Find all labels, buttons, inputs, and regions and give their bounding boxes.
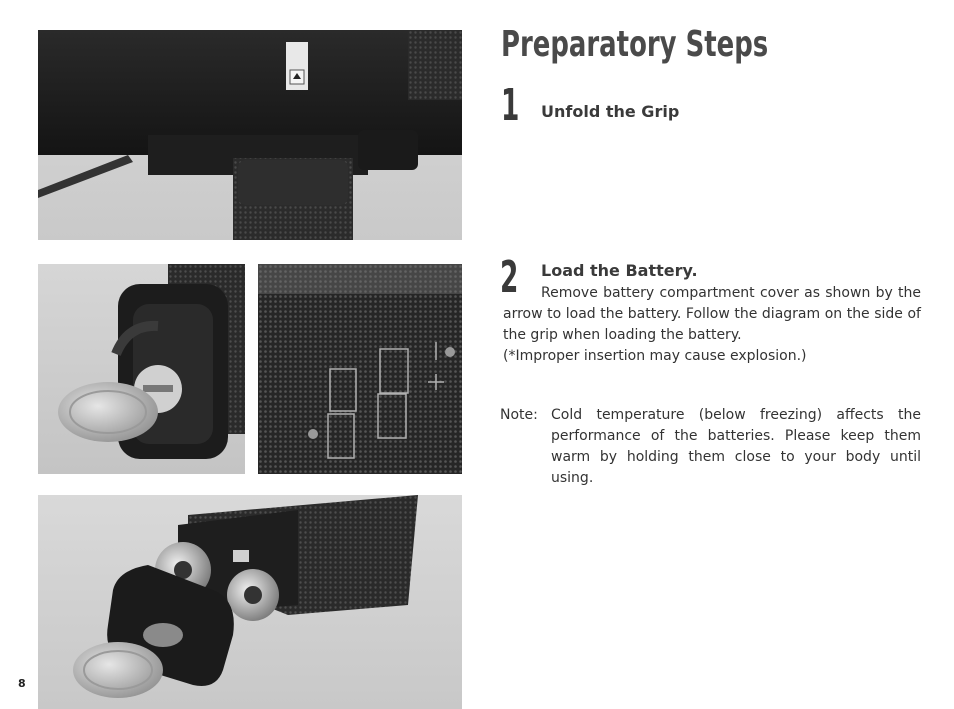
battery-polarity-diagram-photo (258, 264, 462, 474)
step-2-number: 2 (500, 252, 519, 303)
camera-grip-photo (38, 30, 462, 240)
step-1-number: 1 (501, 80, 520, 131)
coin-opening-cover-photo (38, 264, 245, 474)
note-label: Note: (500, 407, 538, 423)
page-number: 8 (18, 677, 26, 690)
page-title: Preparatory Steps (501, 24, 769, 65)
battery-compartment-open-photo (38, 495, 462, 709)
step-2-body: Remove battery compartment cover as shown by the arrow to load the battery. Follow the diagram on the side of the grip when loading the battery. (503, 285, 921, 343)
step-1-heading: Unfold the Grip (541, 102, 680, 121)
note-text: Cold temperature (below freezing) affects the performance of the batteries. Please keep them warm by holding them close to your body until using. (551, 407, 921, 486)
explosion-warning: (*Improper insertion may cause explosion.) (503, 348, 807, 364)
step-2-heading: Load the Battery. (541, 261, 698, 280)
